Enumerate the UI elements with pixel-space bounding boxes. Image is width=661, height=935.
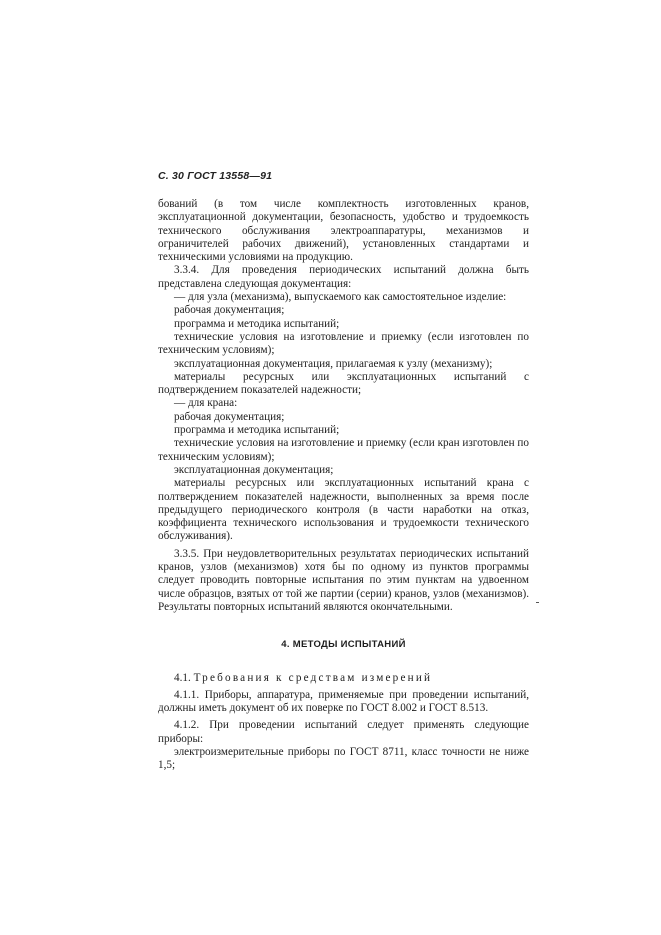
list-item: — для крана: bbox=[174, 397, 238, 410]
page-header: С. 30 ГОСТ 13558—91 bbox=[158, 170, 273, 182]
subsection-number: 4.1. bbox=[174, 671, 191, 684]
list-item: электроизмерительные приборы по ГОСТ 8711, класс точности не ниже 1,5; bbox=[158, 745, 529, 772]
list-item: технические условия на изготовление и приемку (если изготовлен по техническим условиям); bbox=[158, 330, 529, 357]
subsection-name: Требования к средствам измерений bbox=[193, 671, 433, 684]
list-item: технические условия на изготовление и приемку (если кран изготовлен по техническим условиям); bbox=[158, 437, 529, 463]
section-title: 4. МЕТОДЫ ИСПЫТАНИЙ bbox=[281, 639, 406, 651]
list-item: материалы ресурсных или эксплуатационных испытаний крана с полтверждением показателей надежности, выполненных за время после предыдущего периодического контроля (в части наработки на отказ, коэффициента технического использования и трудоемкости технического обслуживания). bbox=[158, 477, 529, 543]
subsection-title bbox=[158, 672, 529, 685]
margin-mark bbox=[536, 602, 539, 603]
list-item: рабочая документация; bbox=[174, 410, 285, 423]
list-item: программа и методика испытаний; bbox=[174, 424, 340, 437]
list-item: эксплуатационная документация, прилагаемая к узлу (механизму); bbox=[174, 357, 493, 370]
paragraph: 4.1.2. При проведении испытаний следует применять следующие приборы: bbox=[158, 719, 529, 745]
paragraph: 4.1.1. Приборы, аппаратура, применяемые при проведении испытаний, должны иметь документ об их поверке по ГОСТ 8.002 и ГОСТ 8.513. bbox=[158, 688, 529, 715]
paragraph: 3.3.4. Для проведения периодических испытаний должна быть представлена следующая документация: bbox=[158, 264, 529, 290]
paragraph: бований (в том числе комплектность изготовленных кранов, эксплуатационной документации, безопасность, удобство и трудоемкость технического обслуживания электроаппаратуры, механизмов и ограничителей рабочих движений), установленных стандартами и техническими условиями на продукцию. bbox=[158, 198, 529, 264]
document-body bbox=[158, 198, 529, 773]
list-item: программа и методика испытаний; bbox=[174, 317, 340, 330]
paragraph: 3.3.5. При неудовлетворительных результатах периодических испытаний кранов, узлов (механизмов) хотя бы по одному из пунктов программы следует проводить повторные испытания по этим пунктам на удвоенном числе образцов, взятых от той же партии (серии) кранов, узлов (механизмов). Результаты повторных испытаний являются окончательными. bbox=[158, 547, 529, 613]
list-item: — для узла (механизма), выпускаемого как самостоятельное изделие: bbox=[174, 291, 507, 304]
list-item: рабочая документация; bbox=[174, 304, 285, 317]
list-item: материалы ресурсных или эксплуатационных испытаний с подтверждением показателей надежности; bbox=[158, 370, 529, 397]
list-item: эксплуатационная документация; bbox=[174, 463, 334, 476]
